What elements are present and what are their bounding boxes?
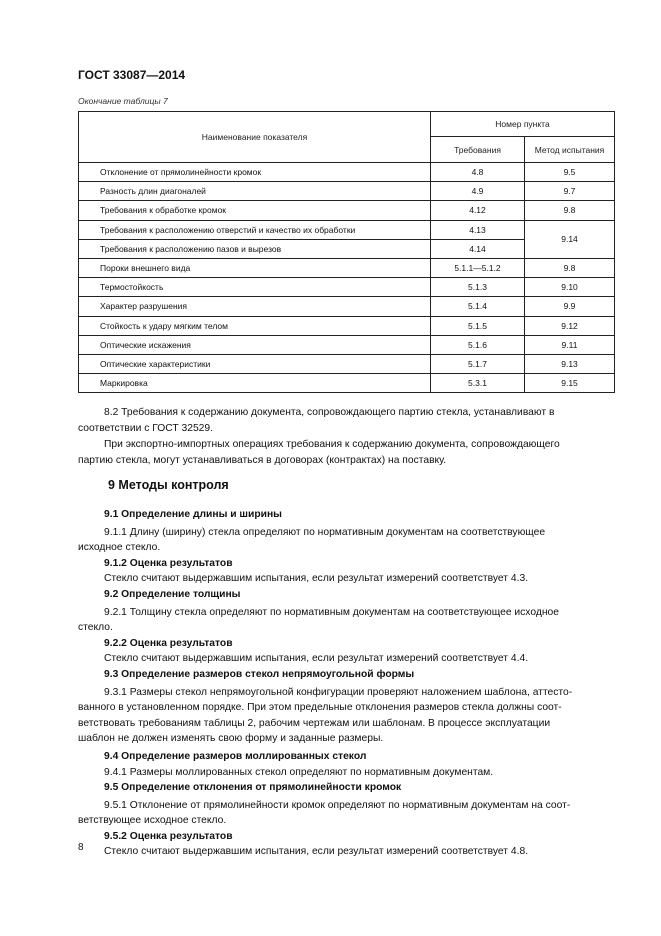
para-line: Стекло считают выдержавшим испытания, если результат измерений соответствует 4.8. xyxy=(104,846,529,858)
row-name: Требования к расположению отверстий и качество их обработки xyxy=(79,220,431,239)
row-method: 9.5 xyxy=(525,163,615,182)
para-line: ветствовать требованиям таблицы 2, рабочим чертежам или шаблонам. В процессе эксплуатации xyxy=(78,717,551,729)
row-name: Оптические искажения xyxy=(79,335,431,354)
heading-9-5-2: 9.5.2 Оценка результатов xyxy=(104,830,233,842)
row-method: 9.12 xyxy=(525,316,615,335)
table-row xyxy=(79,354,615,373)
row-method: 9.8 xyxy=(525,258,615,277)
para-line: 9.3.1 Размеры стекол непрямоугольной конфигурации проверяют наложением шаблона, аттесто- xyxy=(104,686,573,698)
row-name: Разность длин диагоналей xyxy=(79,182,431,201)
heading-9-5: 9.5 Определение отклонения от прямолинейности кромок xyxy=(104,782,402,794)
row-name: Пороки внешнего вида xyxy=(79,258,431,277)
row-method: 9.10 xyxy=(525,278,615,297)
table-row xyxy=(79,182,615,201)
table-row xyxy=(79,201,615,220)
row-req: 4.8 xyxy=(431,163,525,182)
table-row xyxy=(79,220,615,239)
table-row xyxy=(79,297,615,316)
row-name: Требования к расположению пазов и вырезов xyxy=(79,239,431,258)
para-line: Стекло считают выдержавшим испытания, если результат измерений соответствует 4.4. xyxy=(104,653,529,665)
para-line: ветствующее исходное стекло. xyxy=(78,815,227,827)
row-name: Характер разрушения xyxy=(79,297,431,316)
row-name: Термостойкость xyxy=(79,278,431,297)
row-method: 9.14 xyxy=(525,220,615,258)
table-row xyxy=(79,335,615,354)
table-row xyxy=(79,316,615,335)
row-name: Оптические характеристики xyxy=(79,354,431,373)
row-method: 9.7 xyxy=(525,182,615,201)
page-number: 8 xyxy=(78,842,84,853)
row-name: Стойкость к удару мягким телом xyxy=(79,316,431,335)
row-req: 5.1.1—5.1.2 xyxy=(431,258,525,277)
section-9-body xyxy=(78,507,615,860)
row-req: 4.13 xyxy=(431,220,525,239)
heading-9-2-2: 9.2.2 Оценка результатов xyxy=(104,637,233,649)
table-row xyxy=(79,258,615,277)
para-line: 9.5.1 Отклонение от прямолинейности кромок определяют по нормативным документам на соот- xyxy=(104,799,571,811)
para-export xyxy=(78,437,615,468)
row-req: 5.1.5 xyxy=(431,316,525,335)
para-8-2 xyxy=(78,405,615,436)
row-req: 5.3.1 xyxy=(431,374,525,393)
para-line: ванного в установленном порядке. При этом предельные отклонения размеров стекла должны соот- xyxy=(78,702,562,714)
heading-9-1-2: 9.1.2 Оценка результатов xyxy=(104,557,233,569)
heading-9-1: 9.1 Определение длины и ширины xyxy=(104,509,282,520)
row-name: Маркировка xyxy=(79,374,431,393)
row-method: 9.8 xyxy=(525,201,615,220)
section-9-heading: 9 Методы контроля xyxy=(108,478,229,492)
table-row xyxy=(79,163,615,182)
para-line: 9.4.1 Размеры моллированных стекол определяют по нормативным документам. xyxy=(104,766,494,778)
row-req: 4.14 xyxy=(431,239,525,258)
para-line: исходное стекло. xyxy=(78,542,161,554)
document-header: ГОСТ 33087—2014 xyxy=(78,68,186,82)
row-method: 9.13 xyxy=(525,354,615,373)
para-line: Стекло считают выдержавшим испытания, если результат измерений соответствует 4.3. xyxy=(104,573,529,585)
row-req: 5.1.3 xyxy=(431,278,525,297)
para-line: шаблон не должен изменять свою форму и заданные размеры. xyxy=(78,733,384,745)
row-req: 5.1.7 xyxy=(431,354,525,373)
para-line: 9.2.1 Толщину стекла определяют по нормативным документам на соответствующее исходное xyxy=(104,606,559,618)
heading-9-2: 9.2 Определение толщины xyxy=(104,588,241,600)
row-req: 4.12 xyxy=(431,201,525,220)
row-method: 9.11 xyxy=(525,335,615,354)
col-header-req: Требования xyxy=(431,137,525,163)
para-line: 8.2 Требования к содержанию документа, сопровождающего партию стекла, устанавливают в xyxy=(104,407,555,418)
para-line: соответствии с ГОСТ 32529. xyxy=(78,422,214,434)
table-row xyxy=(79,278,615,297)
row-req: 5.1.4 xyxy=(431,297,525,316)
row-method: 9.9 xyxy=(525,297,615,316)
para-line: При экспортно-импортных операциях требования к содержанию документа, сопровождающего xyxy=(104,439,560,450)
table-row xyxy=(79,374,615,393)
heading-9-4: 9.4 Определение размеров моллированных стекол xyxy=(104,750,367,762)
para-line: стекло. xyxy=(78,622,113,634)
para-line: партию стекла, могут устанавливаться в договорах (контрактах) на поставку. xyxy=(78,454,447,466)
para-line: 9.1.1 Длину (ширину) стекла определяют по нормативным документам на соответствующее xyxy=(104,526,546,538)
col-header-group: Номер пункта xyxy=(431,112,615,137)
col-header-method: Метод испытания xyxy=(525,137,615,163)
row-method: 9.15 xyxy=(525,374,615,393)
row-req: 5.1.6 xyxy=(431,335,525,354)
row-name: Требования к обработке кромок xyxy=(79,201,431,220)
heading-9-3: 9.3 Определение размеров стекол непрямоугольной формы xyxy=(104,668,415,680)
table-caption: Окончание таблицы 7 xyxy=(78,96,168,106)
row-name: Отклонение от прямолинейности кромок xyxy=(79,163,431,182)
table-7 xyxy=(78,111,615,393)
col-header-name: Наименование показателя xyxy=(79,112,431,163)
row-req: 4.9 xyxy=(431,182,525,201)
